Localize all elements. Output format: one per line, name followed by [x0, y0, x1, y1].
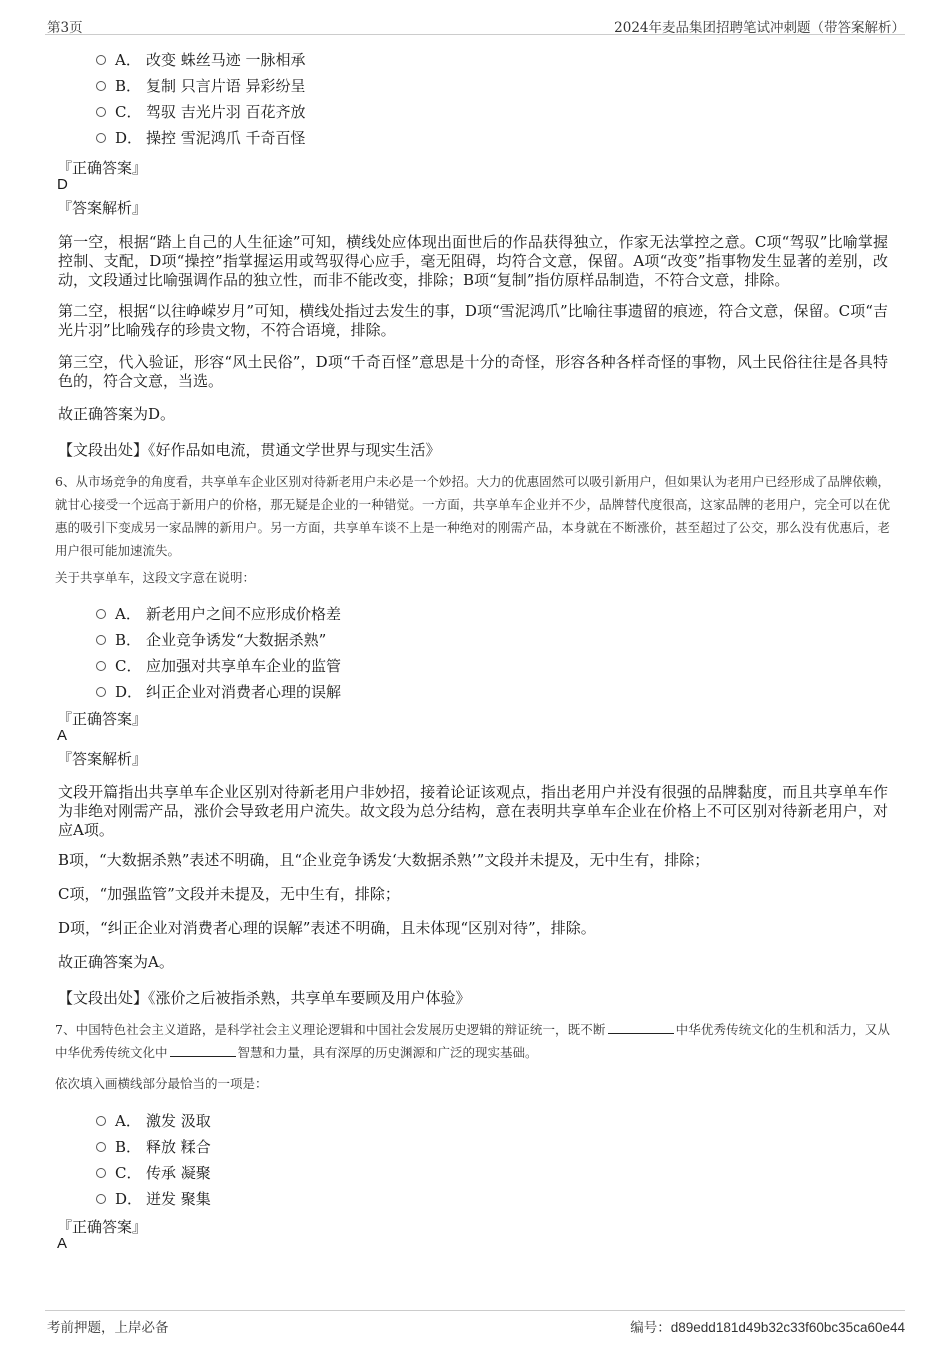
document-code: 编号：d89edd181d49b32c33f60bc35ca60e44 [630, 1320, 905, 1336]
q6-analysis-p5: 故正确答案为A。 [58, 953, 174, 971]
q6-answer-label: 『正确答案』 [57, 710, 148, 728]
q6-analysis-p3: C项，“加强监管”文段并未提及，无中生有，排除； [58, 885, 400, 903]
document-title: 2024年麦品集团招聘笔试冲刺题（带答案解析） [614, 20, 905, 36]
radio-icon[interactable] [96, 635, 106, 645]
radio-icon[interactable] [96, 609, 106, 619]
q7-answer: A [57, 1235, 68, 1252]
q6-answer: A [57, 727, 68, 744]
radio-icon[interactable] [96, 687, 106, 697]
q7-prompt: 依次填入画横线部分最恰当的一项是： [55, 1076, 268, 1091]
radio-icon[interactable] [96, 55, 106, 65]
q5-answer-label: 『正确答案』 [57, 159, 148, 177]
fill-blank-2 [170, 1044, 236, 1057]
page-number: 第3页 [47, 20, 83, 36]
footer-slogan: 考前押题，上岸必备 [47, 1320, 169, 1336]
q5-answer: D [57, 176, 68, 193]
q5-analysis-label: 『答案解析』 [57, 199, 148, 217]
q7-answer-label: 『正确答案』 [57, 1218, 148, 1236]
radio-icon[interactable] [96, 81, 106, 91]
radio-icon[interactable] [96, 661, 106, 671]
page-footer [45, 1310, 905, 1336]
radio-icon[interactable] [96, 107, 106, 117]
radio-icon[interactable] [96, 1142, 106, 1152]
q6-source: 【文段出处】《涨价之后被指杀熟，共享单车要顾及用户体验》 [58, 989, 471, 1007]
q6-analysis-p1: 文段开篇指出共享单车企业区别对待新老用户非妙招，接着论证该观点，指出老用户并没有很强的品牌黏度，而且共享单车作为非绝对刚需产品，涨价会导致老用户流失。故文段为总分结构，意在表明共享单车企业在价格上不可区别对待新老用户，对应A项。 [58, 783, 888, 839]
radio-icon[interactable] [96, 1194, 106, 1204]
q6-analysis-p2: B项，“大数据杀熟”表述不明确，且“企业竞争诱发‘大数据杀熟’”文段并未提及，无中生有，排除； [58, 851, 710, 869]
q6-prompt: 关于共享单车，这段文字意在说明： [55, 570, 256, 585]
radio-icon[interactable] [96, 1168, 106, 1178]
page-header [45, 12, 905, 35]
q5-source: 【文段出处】《好作品如电流，贯通文学世界与现实生活》 [58, 441, 441, 459]
q5-analysis-p2: 第二空，根据“以往峥嵘岁月”可知，横线处指过去发生的事，D项“雪泥鸿爪”比喻往事遗留的痕迹，符合文意，保留。C项“吉光片羽”比喻残存的珍贵文物，不符合语境，排除。 [58, 302, 888, 339]
q6-analysis-label: 『答案解析』 [57, 750, 148, 768]
q7-question-text: 7、中国特色社会主义道路，是科学社会主义理论逻辑和中国社会发展历史逻辑的辩证统一，既不断 中华优秀传统文化的生机和活力，又从中华优秀传统文化中 智慧和力量，具有深厚的历史渊源和广泛的现实基础。 [55, 1022, 890, 1060]
radio-icon[interactable] [96, 133, 106, 143]
q6-analysis-p4: D项，“纠正企业对消费者心理的误解”表述不明确，且未体现“区别对待”，排除。 [58, 919, 596, 937]
fill-blank-1 [608, 1021, 674, 1034]
radio-icon[interactable] [96, 1116, 106, 1126]
q5-analysis-p3: 第三空，代入验证，形容“风土民俗”，D项“千奇百怪”意思是十分的奇怪，形容各种各样奇怪的事物，风土民俗往往是各具特色的，符合文意，当选。 [58, 353, 888, 390]
q6-question-text: 6、从市场竞争的角度看，共享单车企业区别对待新老用户未必是一个妙招。大力的优惠固然可以吸引新用户，但如果认为老用户已经形成了品牌依赖，就甘心接受一个远高于新用户的价格，那无疑是企业的一种错觉。一方面，共享单车企业并不少，品牌替代度很高，这家品牌的老用户，完全可以在优惠的吸引下变成另一家品牌的新用户。另一方面，共享单车谈不上是一种绝对的刚需产品，本身就在不断涨价，甚至超过了公交，那么没有优惠后，老用户很可能加速流失。 [55, 474, 890, 558]
q5-analysis-p4: 故正确答案为D。 [58, 405, 176, 423]
q5-analysis-p1: 第一空，根据“踏上自己的人生征途”可知，横线处应体现出面世后的作品获得独立，作家无法掌控之意。C项“驾驭”比喻掌握控制、支配，D项“操控”指掌握运用或驾驭得心应手，毫无阻碍，均符合文意，保留。A项“改变”指事物发生显著的差别，改动，文段通过比喻强调作品的独立性，而非不能改变，排除；B项“复制”指仿原样品制造，不符合文意，排除。 [58, 233, 888, 289]
